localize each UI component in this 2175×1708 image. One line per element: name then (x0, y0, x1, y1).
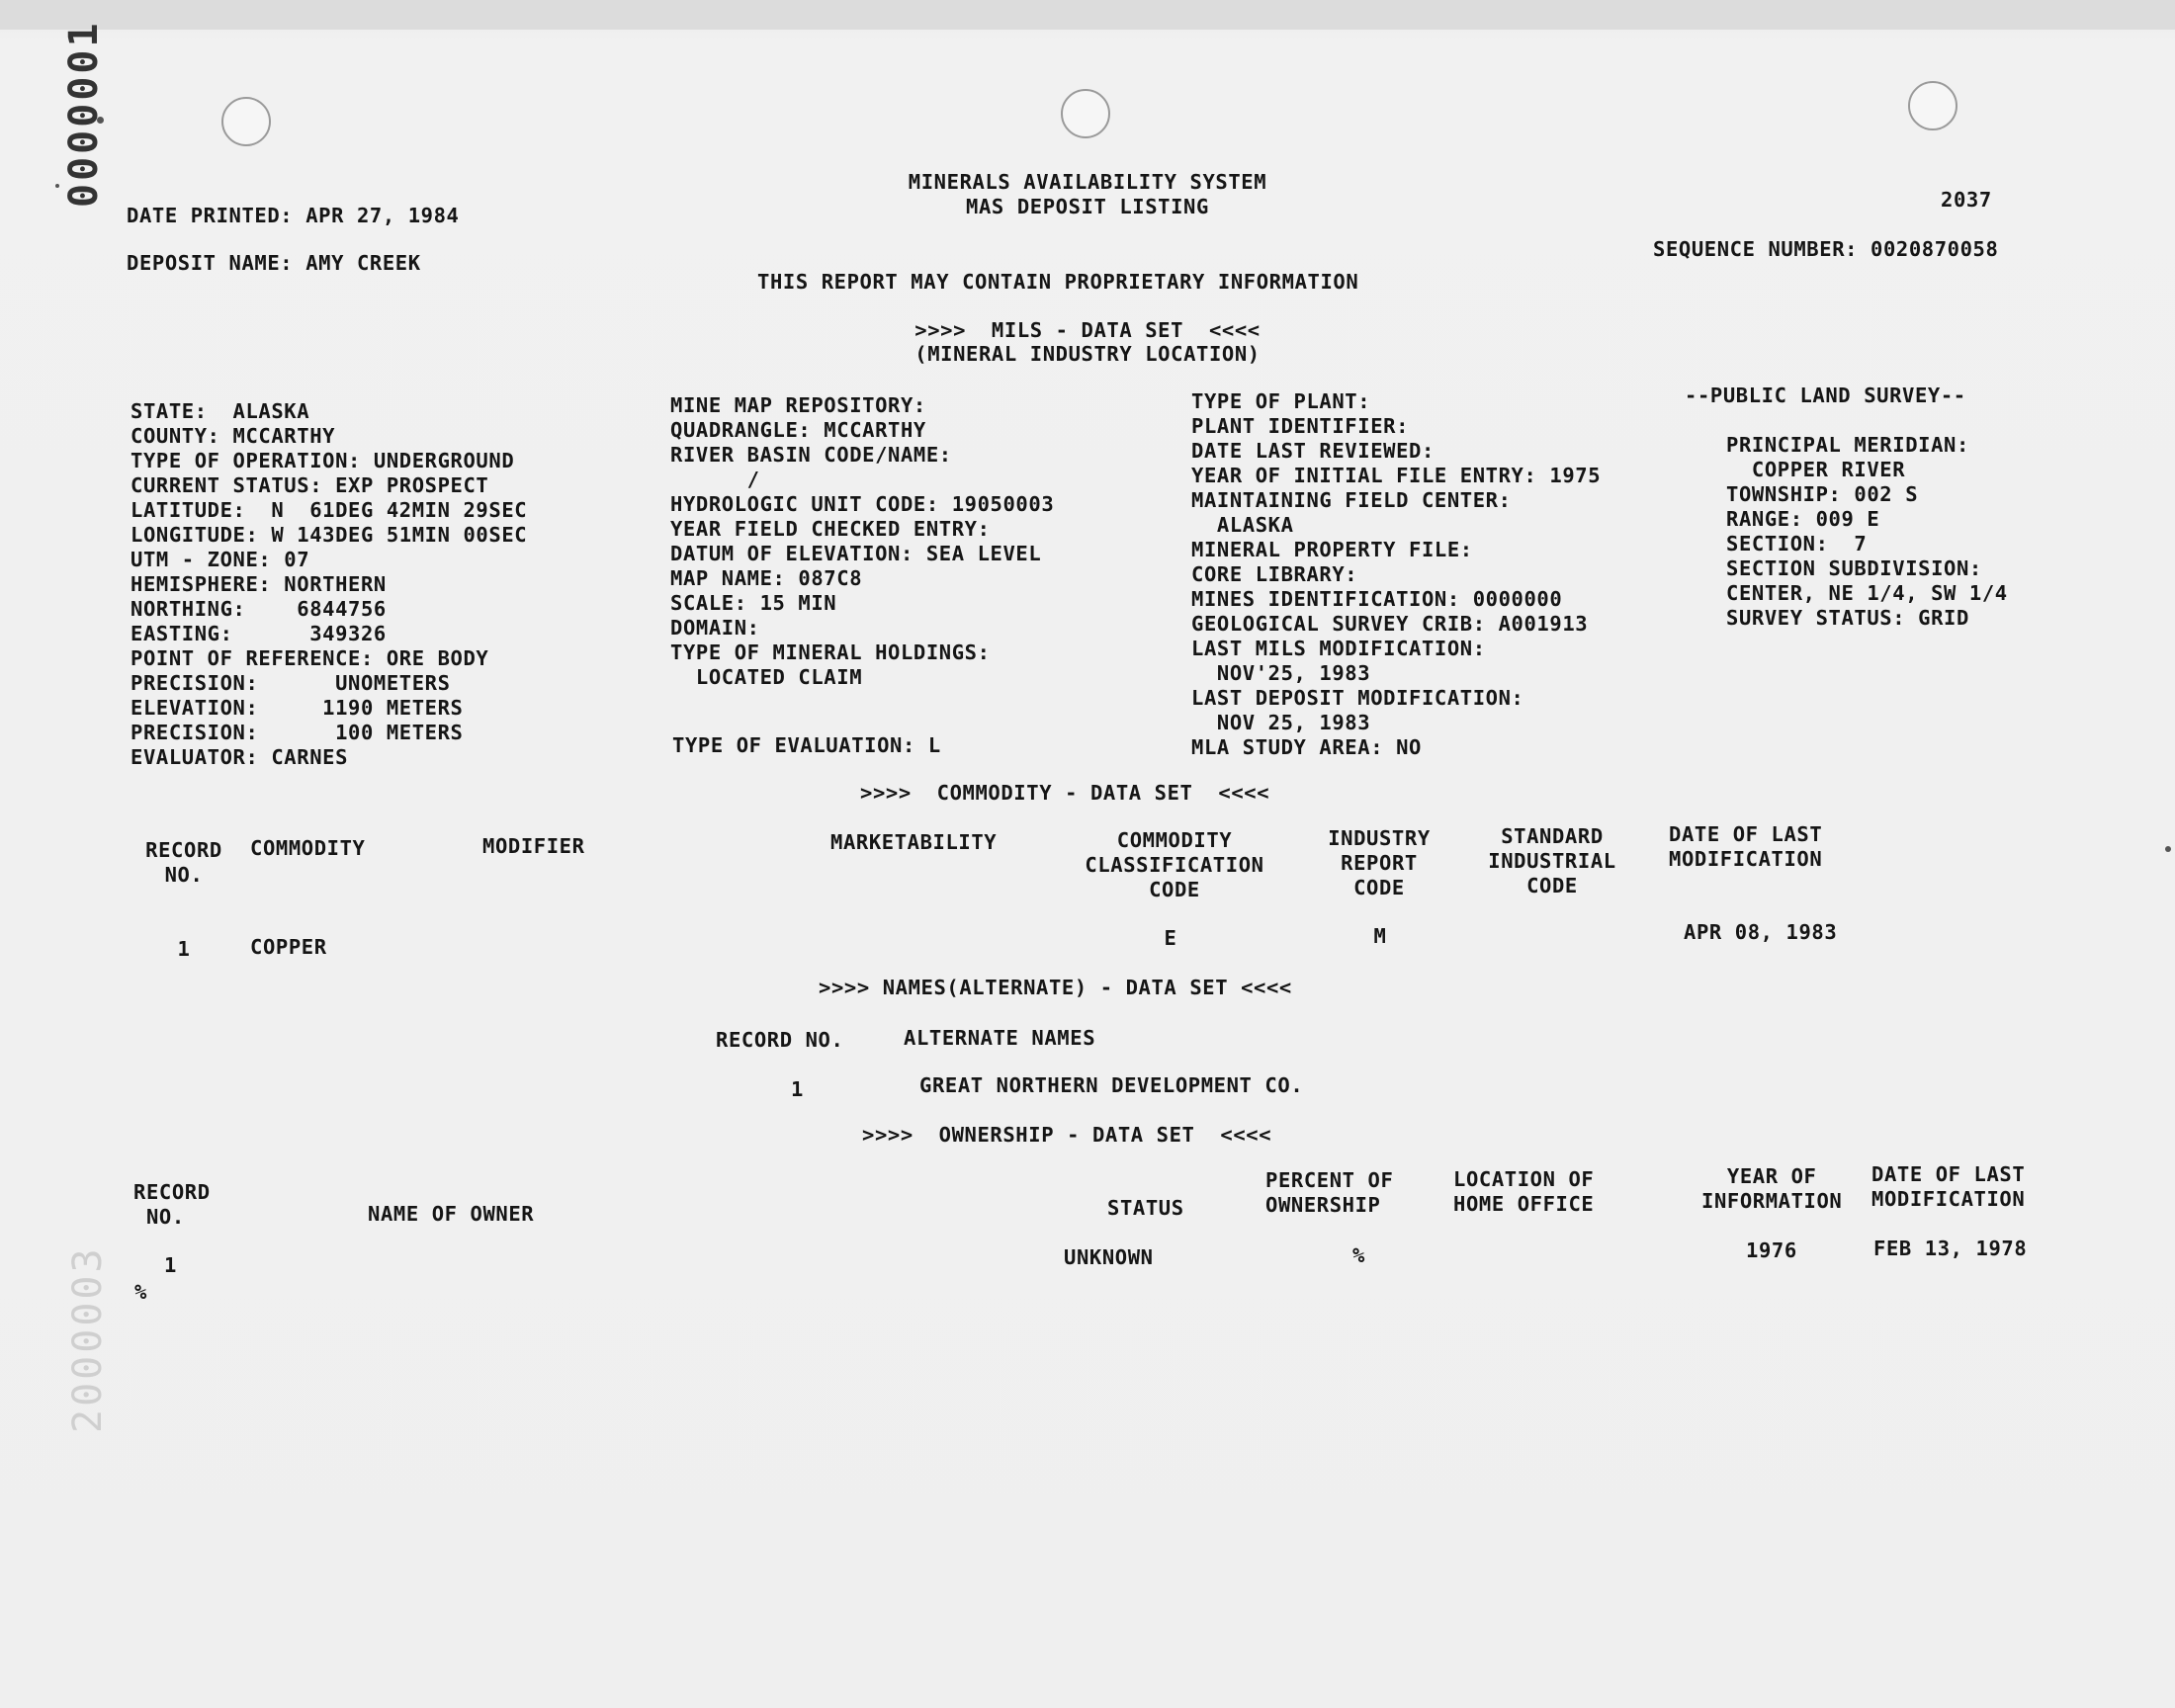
commodity-header-modifier: MODIFIER (482, 834, 585, 858)
range-field: RANGE: 009 E (1726, 507, 1880, 531)
names-row-name: GREAT NORTHERN DEVELOPMENT CO. (919, 1073, 1304, 1097)
river-basin-value: / (670, 468, 760, 491)
township-field: TOWNSHIP: 002 S (1726, 482, 1919, 506)
ownership-header-percent: PERCENT OF OWNERSHIP (1265, 1168, 1394, 1217)
sequence-number: SEQUENCE NUMBER: 0020870058 (1653, 237, 1999, 261)
ownership-row-status: UNKNOWN (1064, 1245, 1154, 1269)
mils-subtitle: (MINERAL INDUSTRY LOCATION) (914, 342, 1261, 366)
ownership-header-year: YEAR OF INFORMATION (1701, 1164, 1843, 1213)
commodity-row-commodity: COPPER (250, 935, 327, 959)
last-mils-modification-field: LAST MILS MODIFICATION: (1191, 637, 1486, 660)
scan-speck (2165, 846, 2171, 852)
operation-type-field: TYPE OF OPERATION: UNDERGROUND (130, 449, 515, 472)
ownership-row-record: 1 (164, 1253, 177, 1277)
date-printed: DATE PRINTED: APR 27, 1984 (127, 204, 460, 227)
state-field: STATE: ALASKA (130, 399, 310, 423)
commodity-header-classification: COMMODITY CLASSIFICATION CODE (1085, 828, 1264, 901)
last-deposit-modification-field: LAST DEPOSIT MODIFICATION: (1191, 686, 1524, 710)
map-name-field: MAP NAME: 087C8 (670, 566, 863, 590)
punch-hole-right (1908, 81, 1958, 130)
commodity-header-record: RECORD NO. (145, 838, 222, 887)
commodity-header-standard: STANDARD INDUSTRIAL CODE (1488, 824, 1616, 897)
ownership-header-owner: NAME OF OWNER (368, 1202, 535, 1226)
hemisphere-field: HEMISPHERE: NORTHERN (130, 572, 387, 596)
domain-field: DOMAIN: (670, 616, 760, 640)
year-field-checked-field: YEAR FIELD CHECKED ENTRY: (670, 517, 991, 541)
river-basin-field: RIVER BASIN CODE/NAME: (670, 443, 952, 467)
last-deposit-modification-value: NOV 25, 1983 (1191, 711, 1371, 734)
initial-file-entry-field: YEAR OF INITIAL FILE ENTRY: 1975 (1191, 464, 1602, 487)
mineral-holdings-field: TYPE OF MINERAL HOLDINGS: (670, 640, 991, 664)
proprietary-notice: THIS REPORT MAY CONTAIN PROPRIETARY INFORMATION (757, 270, 1359, 294)
hydrologic-unit-field: HYDROLOGIC UNIT CODE: 19050003 (670, 492, 1055, 516)
type-of-evaluation-field: TYPE OF EVALUATION: L (672, 733, 941, 757)
mines-identification-field: MINES IDENTIFICATION: 0000000 (1191, 587, 1563, 611)
plant-identifier-field: PLANT IDENTIFIER: (1191, 414, 1410, 438)
core-library-field: CORE LIBRARY: (1191, 562, 1358, 586)
deposit-name: DEPOSIT NAME: AMY CREEK (127, 251, 421, 275)
page-number: 2037 (1941, 188, 1992, 212)
type-of-plant-field: TYPE OF PLANT: (1191, 389, 1371, 413)
northing-field: NORTHING: 6844756 (130, 597, 387, 621)
public-land-survey-title: --PUBLIC LAND SURVEY-- (1685, 384, 1966, 407)
ownership-header-location: LOCATION OF HOME OFFICE (1453, 1167, 1595, 1216)
ownership-header-record: RECORD NO. (133, 1180, 211, 1229)
public-land-survey-column (1726, 433, 2008, 631)
precision-field: PRECISION: UNOMETERS (130, 671, 451, 695)
last-mils-modification-value: NOV'25, 1983 (1191, 661, 1371, 685)
mils-plant-column (1191, 389, 1601, 760)
longitude-field: LONGITUDE: W 143DEG 51MIN 00SEC (130, 523, 528, 547)
commodity-row-date: APR 08, 1983 (1684, 920, 1838, 944)
names-row-record: 1 (791, 1077, 804, 1101)
ownership-header-date: DATE OF LAST MODIFICATION (1871, 1162, 2026, 1211)
ownership-row-percent-left: % (134, 1280, 147, 1304)
section-subdivision-value: CENTER, NE 1/4, SW 1/4 (1726, 581, 2008, 605)
listing-title: MAS DEPOSIT LISTING (966, 195, 1209, 218)
mineral-property-file-field: MINERAL PROPERTY FILE: (1191, 538, 1473, 561)
quadrangle-field: QUADRANGLE: MCCARTHY (670, 418, 926, 442)
system-title: MINERALS AVAILABILITY SYSTEM (908, 170, 1267, 194)
current-status-field: CURRENT STATUS: EXP PROSPECT (130, 473, 489, 497)
punch-hole-center (1061, 89, 1110, 138)
ownership-row-percent: % (1352, 1243, 1365, 1267)
commodity-title: >>>> COMMODITY - DATA SET <<<< (860, 781, 1270, 805)
names-header-names: ALTERNATE NAMES (904, 1026, 1096, 1050)
latitude-field: LATITUDE: N 61DEG 42MIN 29SEC (130, 498, 528, 522)
easting-field: EASTING: 349326 (130, 622, 387, 645)
film-stamp-faint: 2000003 (65, 1245, 111, 1433)
mine-map-repository-field: MINE MAP REPOSITORY: (670, 393, 926, 417)
commodity-row-industry: M (1373, 924, 1387, 948)
commodity-header-industry: INDUSTRY REPORT CODE (1328, 826, 1431, 899)
ownership-header-status: STATUS (1107, 1196, 1184, 1220)
point-of-reference-field: POINT OF REFERENCE: ORE BODY (130, 646, 489, 670)
principal-meridian-value: COPPER RIVER (1726, 458, 1906, 481)
punch-hole-left (221, 97, 271, 146)
mla-study-area-field: MLA STUDY AREA: NO (1191, 735, 1422, 759)
ownership-row-year: 1976 (1746, 1238, 1797, 1262)
utm-zone-field: UTM - ZONE: 07 (130, 548, 310, 571)
commodity-row-classification: E (1164, 926, 1177, 950)
datum-of-elevation-field: DATUM OF ELEVATION: SEA LEVEL (670, 542, 1042, 565)
commodity-row-record: 1 (177, 937, 191, 961)
commodity-header-commodity: COMMODITY (250, 836, 366, 860)
mils-location-column (130, 399, 527, 770)
elevation-field: ELEVATION: 1190 METERS (130, 696, 464, 720)
section-field: SECTION: 7 (1726, 532, 1868, 555)
section-subdivision-field: SECTION SUBDIVISION: (1726, 556, 1982, 580)
commodity-header-date: DATE OF LAST MODIFICATION (1669, 822, 1823, 871)
scale-field: SCALE: 15 MIN (670, 591, 837, 615)
survey-status-field: SURVEY STATUS: GRID (1726, 606, 1969, 630)
mils-map-column (670, 393, 1054, 690)
geological-survey-crib-field: GEOLOGICAL SURVEY CRIB: A001913 (1191, 612, 1589, 636)
ownership-row-date: FEB 13, 1978 (1873, 1237, 2028, 1260)
date-last-reviewed-field: DATE LAST REVIEWED: (1191, 439, 1435, 463)
film-stamp: 0000001 (61, 20, 107, 208)
scan-border (0, 0, 2175, 30)
names-header-record: RECORD NO. (716, 1028, 844, 1052)
elevation-precision-field: PRECISION: 100 METERS (130, 721, 464, 744)
field-center-value: ALASKA (1191, 513, 1294, 537)
names-title: >>>> NAMES(ALTERNATE) - DATA SET <<<< (819, 976, 1292, 999)
ownership-title: >>>> OWNERSHIP - DATA SET <<<< (862, 1123, 1272, 1147)
field-center-field: MAINTAINING FIELD CENTER: (1191, 488, 1512, 512)
county-field: COUNTY: MCCARTHY (130, 424, 336, 448)
commodity-header-marketability: MARKETABILITY (830, 830, 998, 854)
principal-meridian-field: PRINCIPAL MERIDIAN: (1726, 433, 1969, 457)
scan-speck (55, 184, 59, 188)
evaluator-field: EVALUATOR: CARNES (130, 745, 349, 769)
mineral-holdings-value: LOCATED CLAIM (670, 665, 863, 689)
mils-title: >>>> MILS - DATA SET <<<< (914, 318, 1261, 342)
